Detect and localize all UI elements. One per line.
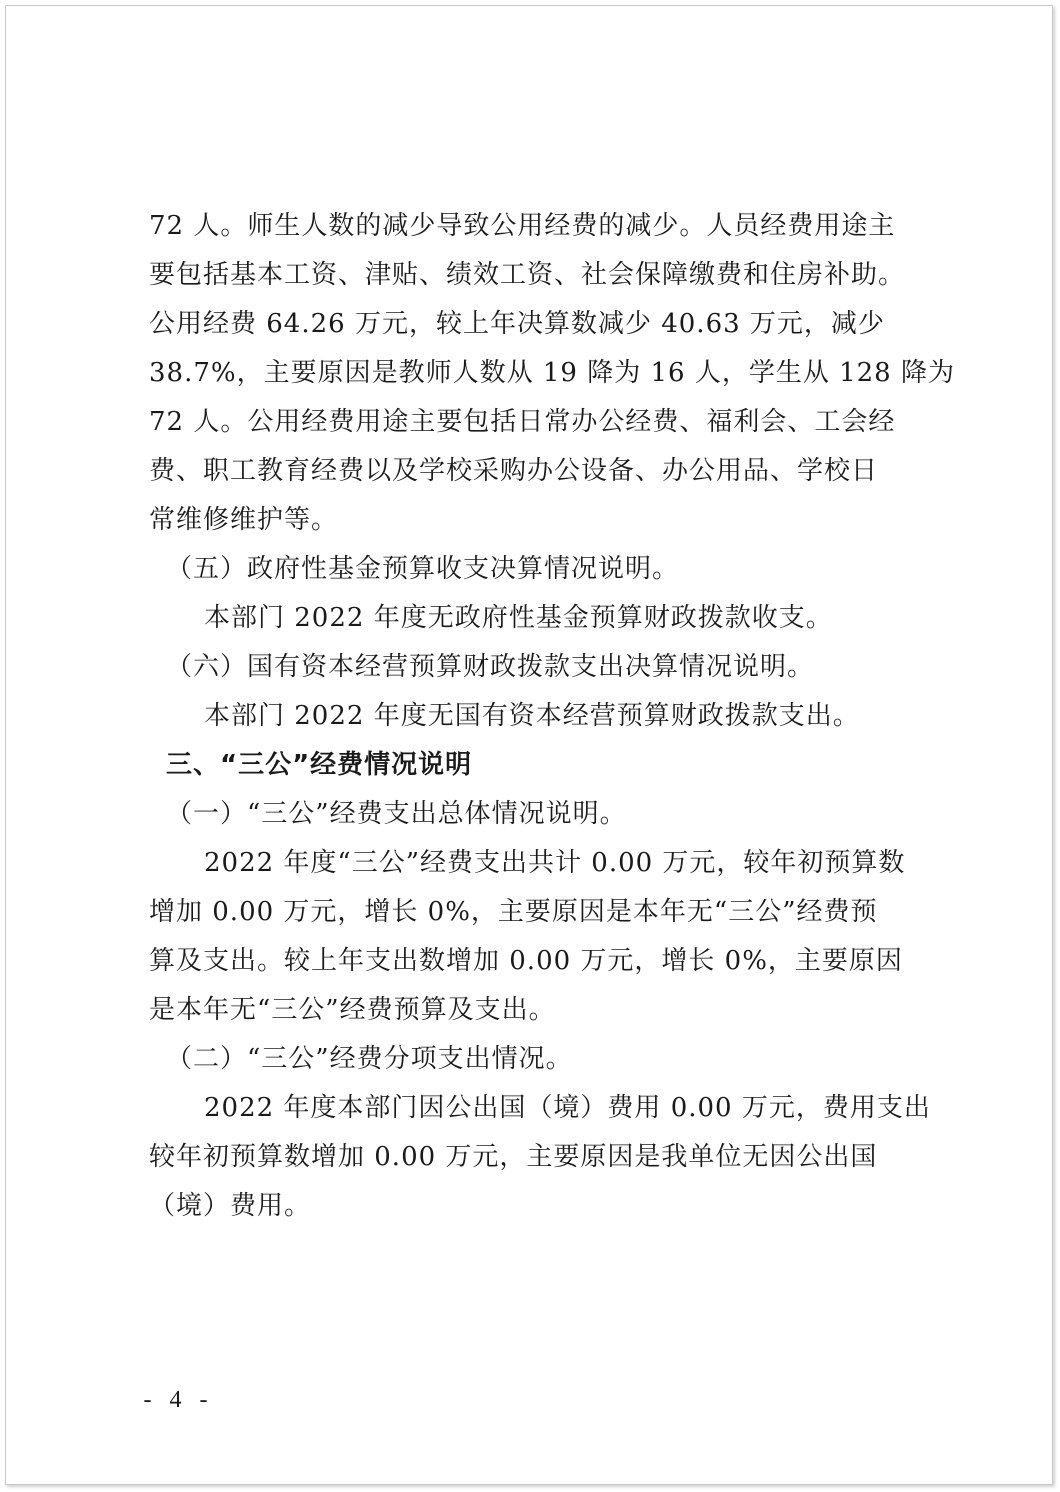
- body-line: 72 人。师生人数的减少导致公用经费的减少。人员经费用途主: [149, 211, 896, 241]
- section-heading: 三、“三公”经费情况说明: [166, 750, 473, 780]
- subsection-heading: （二）“三公”经费分项支出情况。: [166, 1044, 573, 1074]
- body-line: 增加 0.00 万元，增长 0%，主要原因是本年无“三公”经费预: [149, 897, 878, 927]
- document-page: [5, 5, 1053, 1485]
- body-line: （境）费用。: [149, 1191, 312, 1221]
- body-line: 是本年无“三公”经费预算及支出。: [149, 995, 556, 1025]
- body-line: 常维修维护等。: [149, 505, 339, 535]
- body-line: 本部门 2022 年度无政府性基金预算财政拨款收支。: [204, 603, 833, 633]
- body-line: 本部门 2022 年度无国有资本经营预算财政拨款支出。: [204, 701, 860, 731]
- body-line: 较年初预算数增加 0.00 万元，主要原因是我单位无因公出国: [149, 1142, 878, 1172]
- body-line: 费、职工教育经费以及学校采购办公设备、办公用品、学校日: [149, 456, 879, 486]
- body-line: 72 人。公用经费用途主要包括日常办公经费、福利会、工会经: [149, 407, 896, 437]
- page-number: - 4 -: [143, 1387, 214, 1413]
- body-line: 2022 年度“三公”经费支出共计 0.00 万元，较年初预算数: [204, 848, 906, 878]
- body-line: 要包括基本工资、津贴、绩效工资、社会保障缴费和住房补助。: [149, 260, 906, 290]
- subsection-heading: （一）“三公”经费支出总体情况说明。: [166, 799, 627, 829]
- subsection-heading: （六）国有资本经营预算财政拨款支出决算情况说明。: [166, 652, 815, 682]
- body-line: 38.7%，主要原因是教师人数从 19 降为 16 人，学生从 128 降为: [149, 358, 955, 388]
- body-line: 公用经费 64.26 万元，较上年决算数减少 40.63 万元，减少: [149, 309, 885, 339]
- subsection-heading: （五）政府性基金预算收支决算情况说明。: [166, 554, 680, 584]
- body-line: 2022 年度本部门因公出国（境）费用 0.00 万元，费用支出: [204, 1093, 931, 1123]
- body-line: 算及支出。较上年支出数增加 0.00 万元，增长 0%，主要原因: [149, 946, 903, 976]
